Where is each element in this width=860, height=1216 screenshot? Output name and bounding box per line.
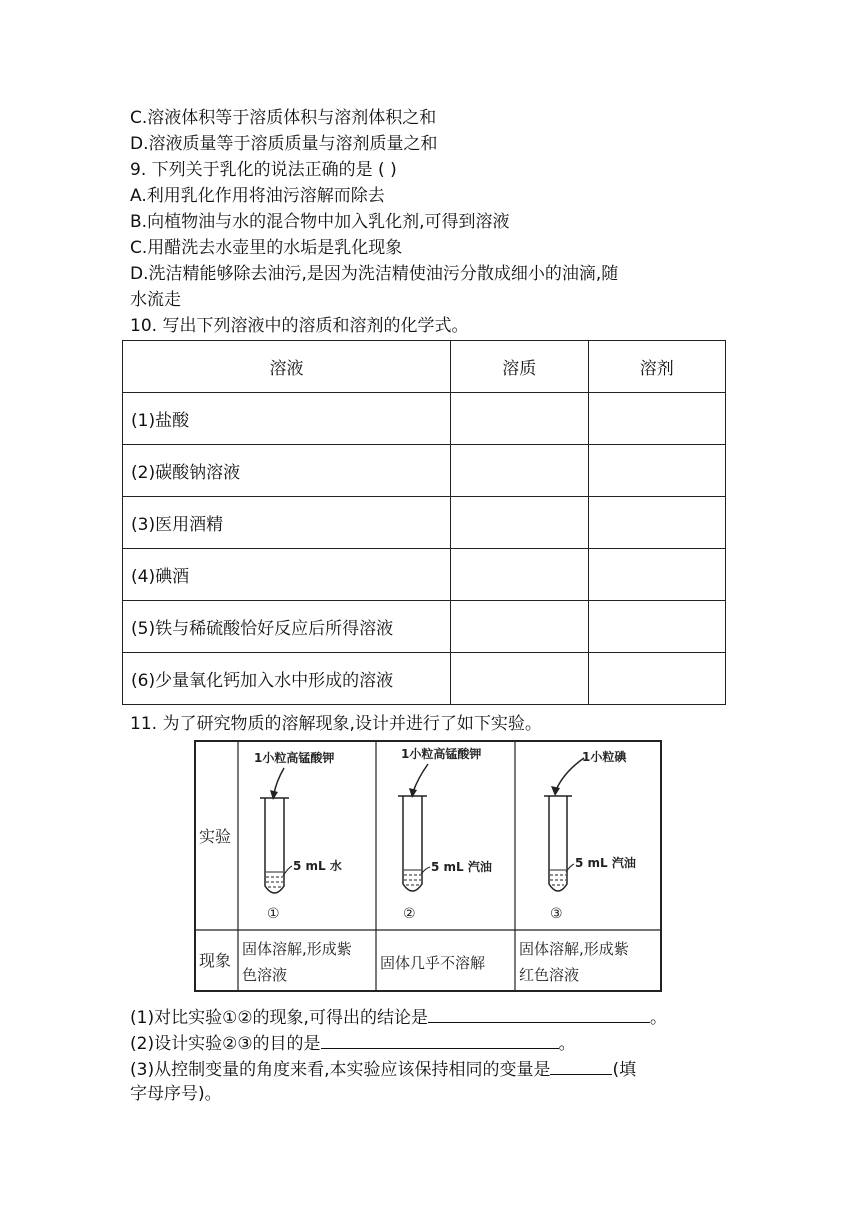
table-row (123, 601, 726, 653)
arrow-line (274, 768, 284, 794)
experiment-2 (380, 746, 492, 972)
answer-cell-solute[interactable] (451, 549, 588, 601)
subquestion-11-3-cont: 字母序号)。 (130, 1084, 222, 1104)
solvent-label: 5 mL 汽油 (575, 856, 636, 870)
solution-table (122, 340, 726, 705)
test-tube-icon (265, 798, 284, 893)
question-10: 10. 写出下列溶液中的溶质和溶剂的化学式。 (130, 316, 469, 336)
answer-cell-solute[interactable] (451, 393, 588, 445)
answer-cell-solvent[interactable] (588, 653, 725, 705)
header-solute: 溶质 (451, 341, 588, 393)
row-label: (2)碳酸钠溶液 (123, 445, 451, 497)
row-label-experiment: 实验 (199, 827, 232, 846)
table-row (123, 653, 726, 705)
phenomenon-text: 固体几乎不溶解 (380, 954, 486, 972)
arrow-line (556, 758, 584, 790)
row-label: (4)碘酒 (123, 549, 451, 601)
experiment-number: ③ (550, 906, 563, 922)
subquestion-text: (1)对比实验①②的现象,可得出的结论是 (130, 1008, 428, 1028)
experiment-figure (194, 740, 662, 992)
subquestion-end: (填 (612, 1060, 637, 1080)
phenomenon-text: 红色溶液 (519, 966, 580, 984)
test-tube-icon (403, 796, 422, 891)
subquestion-text: (3)从控制变量的角度来看,本实验应该保持相同的变量是 (130, 1060, 551, 1080)
answer-blank[interactable] (321, 1030, 559, 1049)
arrowhead-icon (551, 786, 560, 796)
header-solution: 溶液 (123, 341, 451, 393)
row-label: (3)医用酒精 (123, 497, 451, 549)
table-header-row (123, 341, 726, 393)
header-solvent: 溶剂 (588, 341, 725, 393)
solvent-label: 5 mL 水 (293, 859, 342, 873)
subquestion-11-3 (130, 1056, 636, 1082)
phenomenon-text: 固体溶解,形成紫 (242, 940, 352, 958)
row-label: (1)盐酸 (123, 393, 451, 445)
answer-cell-solvent[interactable] (588, 601, 725, 653)
answer-cell-solvent[interactable] (588, 445, 725, 497)
option-9a: A.利用乳化作用将油污溶解而除去 (130, 186, 385, 206)
answer-blank[interactable] (428, 1004, 650, 1023)
table-row (123, 497, 726, 549)
subquestion-11-1 (130, 1004, 667, 1030)
row-label-phenomenon: 现象 (199, 951, 232, 970)
table-row (123, 549, 726, 601)
option-9c: C.用醋洗去水壶里的水垢是乳化现象 (130, 238, 403, 258)
option-8c: C.溶液体积等于溶质体积与溶剂体积之和 (130, 108, 437, 128)
experiment-number: ② (403, 906, 416, 922)
row-label: (5)铁与稀硫酸恰好反应后所得溶液 (123, 601, 451, 653)
answer-cell-solute[interactable] (451, 601, 588, 653)
answer-cell-solvent[interactable] (588, 393, 725, 445)
answer-cell-solvent[interactable] (588, 497, 725, 549)
option-8d: D.溶液质量等于溶质质量与溶剂质量之和 (130, 134, 438, 154)
answer-cell-solute[interactable] (451, 445, 588, 497)
solute-label: 1小粒碘 (582, 750, 627, 764)
subquestion-11-2 (130, 1030, 576, 1056)
option-9d-line2: 水流走 (130, 290, 181, 310)
option-9b: B.向植物油与水的混合物中加入乳化剂,可得到溶液 (130, 212, 510, 232)
experiment-number: ① (267, 906, 280, 922)
answer-cell-solute[interactable] (451, 497, 588, 549)
table-row (123, 445, 726, 497)
test-tube-icon (549, 796, 567, 891)
question-9: 9. 下列关于乳化的说法正确的是 ( ) (130, 160, 397, 180)
experiment-3 (519, 749, 636, 984)
answer-cell-solute[interactable] (451, 653, 588, 705)
subquestion-end: 。 (558, 1034, 576, 1054)
option-9d-line1: D.洗洁精能够除去油污,是因为洗洁精使油污分散成细小的油滴,随 (130, 264, 619, 284)
subquestion-text: (2)设计实验②③的目的是 (130, 1034, 321, 1054)
answer-blank[interactable] (550, 1056, 612, 1075)
row-label: (6)少量氧化钙加入水中形成的溶液 (123, 653, 451, 705)
phenomenon-text: 色溶液 (242, 966, 288, 984)
solute-label: 1小粒高锰酸钾 (254, 751, 335, 765)
table-row (123, 393, 726, 445)
solvent-label: 5 mL 汽油 (431, 860, 492, 874)
experiment-1 (242, 750, 352, 984)
arrow-line (413, 764, 428, 792)
solute-label: 1小粒高锰酸钾 (401, 747, 482, 761)
answer-cell-solvent[interactable] (588, 549, 725, 601)
phenomenon-text: 固体溶解,形成紫 (519, 940, 629, 958)
subquestion-end: 。 (649, 1008, 667, 1028)
question-11: 11. 为了研究物质的溶解现象,设计并进行了如下实验。 (130, 714, 542, 734)
